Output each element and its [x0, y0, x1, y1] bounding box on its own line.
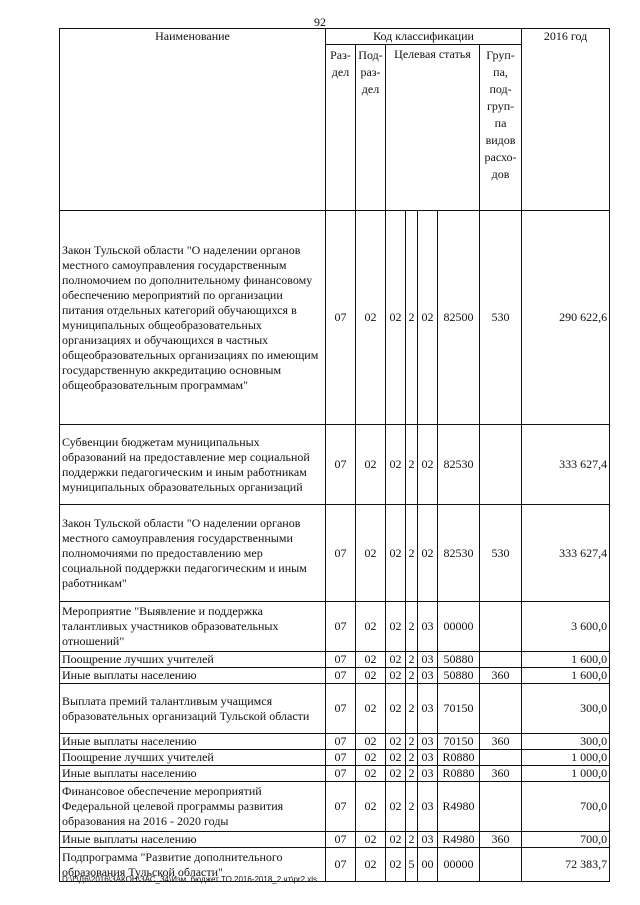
- table-row: [60, 668, 610, 684]
- row-target-1: 02: [386, 425, 406, 505]
- row-subsection: 02: [356, 782, 386, 832]
- row-expense-type: 360: [480, 734, 522, 750]
- row-subsection: 02: [356, 425, 386, 505]
- row-amount: 300,0: [522, 734, 610, 750]
- header-section: Раз- дел: [326, 45, 356, 211]
- table-row: [60, 782, 610, 832]
- row-name: Мероприятие "Выявление и поддержка талантливых участников образовательных отношений": [60, 602, 326, 652]
- row-target-1: 02: [386, 668, 406, 684]
- row-expense-type: 530: [480, 505, 522, 602]
- row-name: Субвенции бюджетам муниципальных образований на предоставление мер социальной поддержки педагогическим и иным работникам муниципальных образовательных организаций: [60, 425, 326, 505]
- row-expense-type: [480, 848, 522, 882]
- row-amount: 1 000,0: [522, 766, 610, 782]
- row-target-2: 2: [406, 766, 418, 782]
- row-section: 07: [326, 832, 356, 848]
- row-target-4: R4980: [438, 832, 480, 848]
- row-target-1: 02: [386, 505, 406, 602]
- row-target-3: 00: [418, 848, 438, 882]
- row-subsection: 02: [356, 652, 386, 668]
- row-amount: 700,0: [522, 832, 610, 848]
- row-target-4: 70150: [438, 734, 480, 750]
- row-subsection: 02: [356, 684, 386, 734]
- row-subsection: 02: [356, 602, 386, 652]
- row-name: Закон Тульской области "О наделении органов местного самоуправления государственными полномочиями по предоставлению мер социальной поддержки педагогическим и иным работникам": [60, 505, 326, 602]
- row-target-1: 02: [386, 832, 406, 848]
- row-target-4: 82530: [438, 425, 480, 505]
- row-amount: 700,0: [522, 782, 610, 832]
- table-row: [60, 505, 610, 602]
- header-subsection: Под- раз- дел: [356, 45, 386, 211]
- row-expense-type: [480, 782, 522, 832]
- row-amount: 333 627,4: [522, 505, 610, 602]
- table-row: [60, 832, 610, 848]
- row-target-3: 03: [418, 668, 438, 684]
- row-target-4: R0880: [438, 750, 480, 766]
- row-amount: 290 622,6: [522, 211, 610, 425]
- row-target-1: 02: [386, 211, 406, 425]
- row-name: Выплата премий талантливым учащимся образовательных организаций Тульской области: [60, 684, 326, 734]
- row-target-2: 2: [406, 750, 418, 766]
- table-row: [60, 211, 610, 425]
- row-expense-type: 360: [480, 766, 522, 782]
- row-subsection: 02: [356, 211, 386, 425]
- row-target-2: 2: [406, 505, 418, 602]
- row-name: Поощрение лучших учителей: [60, 750, 326, 766]
- row-target-4: 00000: [438, 848, 480, 882]
- table-row: [60, 734, 610, 750]
- row-name: Иные выплаты населению: [60, 668, 326, 684]
- row-target-1: 02: [386, 766, 406, 782]
- header-classification-code: Код классификации: [326, 29, 522, 45]
- row-section: 07: [326, 668, 356, 684]
- row-target-4: 82530: [438, 505, 480, 602]
- row-section: 07: [326, 211, 356, 425]
- row-section: 07: [326, 782, 356, 832]
- row-target-1: 02: [386, 602, 406, 652]
- row-target-1: 02: [386, 782, 406, 832]
- row-expense-type: [480, 684, 522, 734]
- header-year: 2016 год: [522, 29, 610, 211]
- header-target-item: Целевая статья: [386, 45, 480, 211]
- row-expense-type: [480, 602, 522, 652]
- row-target-3: 03: [418, 782, 438, 832]
- row-target-1: 02: [386, 734, 406, 750]
- row-amount: 1 000,0: [522, 750, 610, 766]
- row-target-3: 02: [418, 425, 438, 505]
- row-target-3: 03: [418, 832, 438, 848]
- header-row-top: [60, 29, 610, 45]
- row-amount: 300,0: [522, 684, 610, 734]
- row-name: Иные выплаты населению: [60, 766, 326, 782]
- row-section: 07: [326, 652, 356, 668]
- row-target-1: 02: [386, 848, 406, 882]
- row-subsection: 02: [356, 832, 386, 848]
- budget-table: [59, 28, 610, 882]
- row-section: 07: [326, 734, 356, 750]
- row-expense-type: [480, 652, 522, 668]
- row-target-3: 03: [418, 652, 438, 668]
- row-target-2: 2: [406, 734, 418, 750]
- row-name: Закон Тульской области "О наделении органов местного самоуправления государственным полномочием по дополнительному финансовому обеспечению мероприятий по организации питания отдельных категорий обучающихся в муниципальных общеобразовательных организациях и обучающихся в частных общеобразовательных организациях по имеющим государственную аккредитацию основным общеобразовательным программам": [60, 211, 326, 425]
- row-target-4: 50880: [438, 652, 480, 668]
- row-section: 07: [326, 750, 356, 766]
- row-subsection: 02: [356, 766, 386, 782]
- row-target-4: 82500: [438, 211, 480, 425]
- row-name: Иные выплаты населению: [60, 734, 326, 750]
- row-target-2: 2: [406, 425, 418, 505]
- row-expense-type: 360: [480, 832, 522, 848]
- row-subsection: 02: [356, 750, 386, 766]
- row-target-3: 03: [418, 602, 438, 652]
- row-target-2: 2: [406, 668, 418, 684]
- row-expense-type: 360: [480, 668, 522, 684]
- row-expense-type: [480, 750, 522, 766]
- row-target-4: 00000: [438, 602, 480, 652]
- row-section: 07: [326, 684, 356, 734]
- page-number: 92: [314, 15, 326, 29]
- table-row: [60, 652, 610, 668]
- table-row: [60, 602, 610, 652]
- row-target-2: 2: [406, 211, 418, 425]
- row-amount: 72 383,7: [522, 848, 610, 882]
- row-amount: 333 627,4: [522, 425, 610, 505]
- row-target-2: 5: [406, 848, 418, 882]
- row-target-2: 2: [406, 684, 418, 734]
- row-subsection: 02: [356, 505, 386, 602]
- header-name: Наименование: [60, 29, 326, 211]
- row-target-3: 03: [418, 766, 438, 782]
- table-row: [60, 766, 610, 782]
- row-target-3: 03: [418, 750, 438, 766]
- row-name: Подпрограмма "Развитие дополнительного образования Тульской области": [60, 848, 326, 882]
- row-name: Поощрение лучших учителей: [60, 652, 326, 668]
- row-target-3: 03: [418, 684, 438, 734]
- row-subsection: 02: [356, 848, 386, 882]
- row-target-1: 02: [386, 750, 406, 766]
- row-target-3: 02: [418, 505, 438, 602]
- table-row: [60, 684, 610, 734]
- row-section: 07: [326, 766, 356, 782]
- row-target-3: 03: [418, 734, 438, 750]
- row-target-2: 2: [406, 602, 418, 652]
- file-path-footer: D:\Г\Д6\2016\ЗАКОН\ЗАС_34\Изм. бюджет ТО 2016-2018_2 чт\pr2.xls: [62, 875, 318, 884]
- row-subsection: 02: [356, 734, 386, 750]
- header-group: Груп- па, под- груп- па видов расхо- дов: [480, 45, 522, 211]
- table-row: [60, 750, 610, 766]
- row-target-2: 2: [406, 782, 418, 832]
- row-amount: 3 600,0: [522, 602, 610, 652]
- row-target-1: 02: [386, 684, 406, 734]
- row-target-2: 2: [406, 652, 418, 668]
- row-target-1: 02: [386, 652, 406, 668]
- row-target-4: 70150: [438, 684, 480, 734]
- row-section: 07: [326, 602, 356, 652]
- row-name: Финансовое обеспечение мероприятий Федеральной целевой программы развития образования на 2016 - 2020 годы: [60, 782, 326, 832]
- row-section: 07: [326, 505, 356, 602]
- row-expense-type: 530: [480, 211, 522, 425]
- row-amount: 1 600,0: [522, 668, 610, 684]
- row-amount: 1 600,0: [522, 652, 610, 668]
- row-target-3: 02: [418, 211, 438, 425]
- table-row: [60, 425, 610, 505]
- row-target-4: 50880: [438, 668, 480, 684]
- row-target-2: 2: [406, 832, 418, 848]
- row-section: 07: [326, 425, 356, 505]
- row-subsection: 02: [356, 668, 386, 684]
- row-section: 07: [326, 848, 356, 882]
- row-target-4: R4980: [438, 782, 480, 832]
- row-name: Иные выплаты населению: [60, 832, 326, 848]
- row-target-4: R0880: [438, 766, 480, 782]
- row-expense-type: [480, 425, 522, 505]
